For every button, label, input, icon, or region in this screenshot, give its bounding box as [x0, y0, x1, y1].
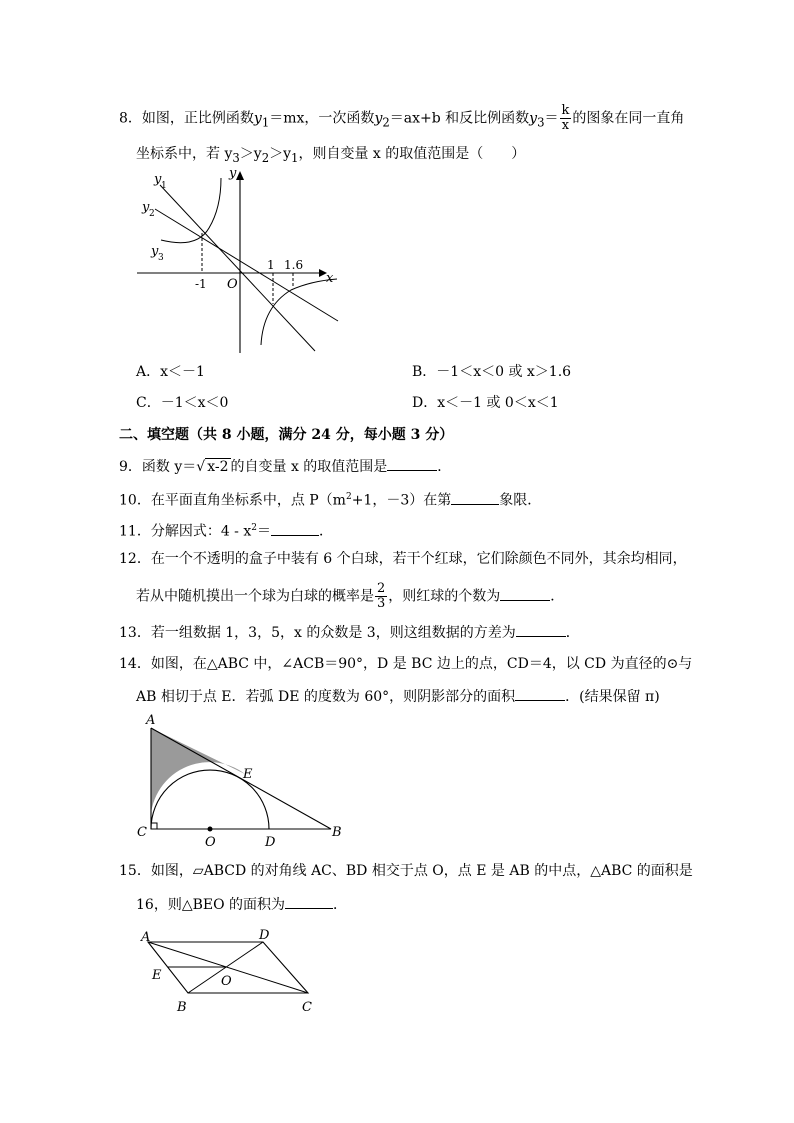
q13-blank [516, 622, 566, 637]
q10: 10．在平面直角坐标系中，点 $P(m^2+1$，－3）在第 象限． [119, 487, 541, 511]
label-neg1: -1 [195, 277, 207, 291]
q8-function-graph [135, 163, 350, 358]
label-o: O [221, 974, 232, 989]
q12-blank [500, 586, 550, 601]
y-axis-arrow [236, 171, 244, 180]
q8-option-c: C．－1＜x＜0 [136, 395, 229, 411]
shaded-region [150, 728, 245, 829]
label-o: O [205, 835, 216, 850]
q15-line2: 16，则△BEO 的面积为 ． [136, 894, 347, 915]
center-dot [208, 827, 213, 832]
q14-line1: 14．如图，在△ABC 中，∠ACB＝90°，D 是 BC 边上的点，CD＝4，以 CD 为直径的⊙与 [119, 656, 693, 672]
label-1-6: 1.6 [284, 258, 304, 272]
label-a: A [146, 713, 156, 728]
q14-triangle-figure [136, 710, 351, 850]
label-d: D [265, 835, 276, 850]
label-y3: y [151, 244, 159, 259]
label-y2-sub: 2 [149, 209, 155, 219]
q12-line2: 若从中随机摸出一个球为白球的概率是 $\frac{2}{3}$ ，则红球的个数为 ． [136, 581, 565, 611]
line-y2 [155, 209, 338, 321]
q8-option-b: B．－1＜x＜0 或 x＞1.6 [412, 364, 572, 380]
label-y-axis: y [229, 166, 237, 181]
q8-option-a: A．x＜－1 [136, 364, 205, 380]
label-c: C [137, 825, 147, 840]
right-angle-mark [151, 823, 157, 829]
q8-option-d: D．x＜－1 或 0＜x＜1 [412, 395, 559, 411]
q11-blank [271, 521, 319, 536]
hyperbola-branch-left [161, 178, 221, 243]
hyperbola-branch-right [261, 279, 337, 345]
section-2-title: 二、填空题（共 8 小题，满分 24 分，每小题 3 分） [119, 427, 454, 443]
q10-blank [451, 490, 499, 505]
q8-fraction: $\frac{k}{x}$ [561, 103, 570, 133]
q14-blank [515, 686, 565, 701]
label-origin: O [227, 277, 238, 292]
q11: 11．分解因式：$4 - x^2=$ ． [119, 518, 333, 542]
label-y2: y [142, 200, 150, 215]
label-x-axis: x [326, 271, 334, 286]
q8-line1: 8．如图，正比例函数$y_1=mx$，一次函数$y_2=ax+b$ 和反比例函数$y_3=$ $\frac{k}{x}$ 的图象在同一直角 [119, 103, 685, 133]
label-b: B [332, 825, 342, 840]
label-e: E [152, 968, 162, 983]
q14-line2: AB 相切于点 E．若弧 DE 的度数为 60°，则阴影部分的面积 ．(结果保留 π) [136, 686, 660, 707]
q8-line2: 坐标系中，若 $y_3>y_2>y_1$，则自变量 x 的取值范围是（ ） [136, 146, 526, 165]
label-y1-sub: 1 [161, 181, 167, 191]
label-e: E [243, 767, 253, 782]
label-d: D [259, 928, 270, 943]
label-1: 1 [267, 258, 275, 272]
q15-line1: 15．如图，▱ABCD 的对角线 AC、BD 相交于点 O，点 E 是 AB 的中点，△ABC 的面积是 [119, 863, 693, 879]
q13: 13．若一组数据 1，3，5，x 的众数是 3，则这组数据的方差为 ． [119, 622, 580, 643]
q15-blank [285, 894, 333, 909]
q15-parallelogram-figure [136, 925, 326, 1017]
label-b: B [177, 1000, 187, 1015]
label-c: C [302, 1000, 312, 1015]
q12-line1: 12．在一个不透明的盒子中装有 6 个白球，若干个红球，它们除颜色不同外，其余均相同， [119, 551, 687, 567]
label-y1: y [154, 172, 162, 187]
q9-blank [387, 456, 437, 471]
q12-fraction: $\frac{2}{3}$ [377, 581, 386, 611]
label-y3-sub: 3 [158, 253, 164, 263]
q9: 9．函数 y＝√ x-2 的自变量 x 的取值范围是 ． [119, 456, 451, 477]
label-a: A [141, 930, 151, 945]
